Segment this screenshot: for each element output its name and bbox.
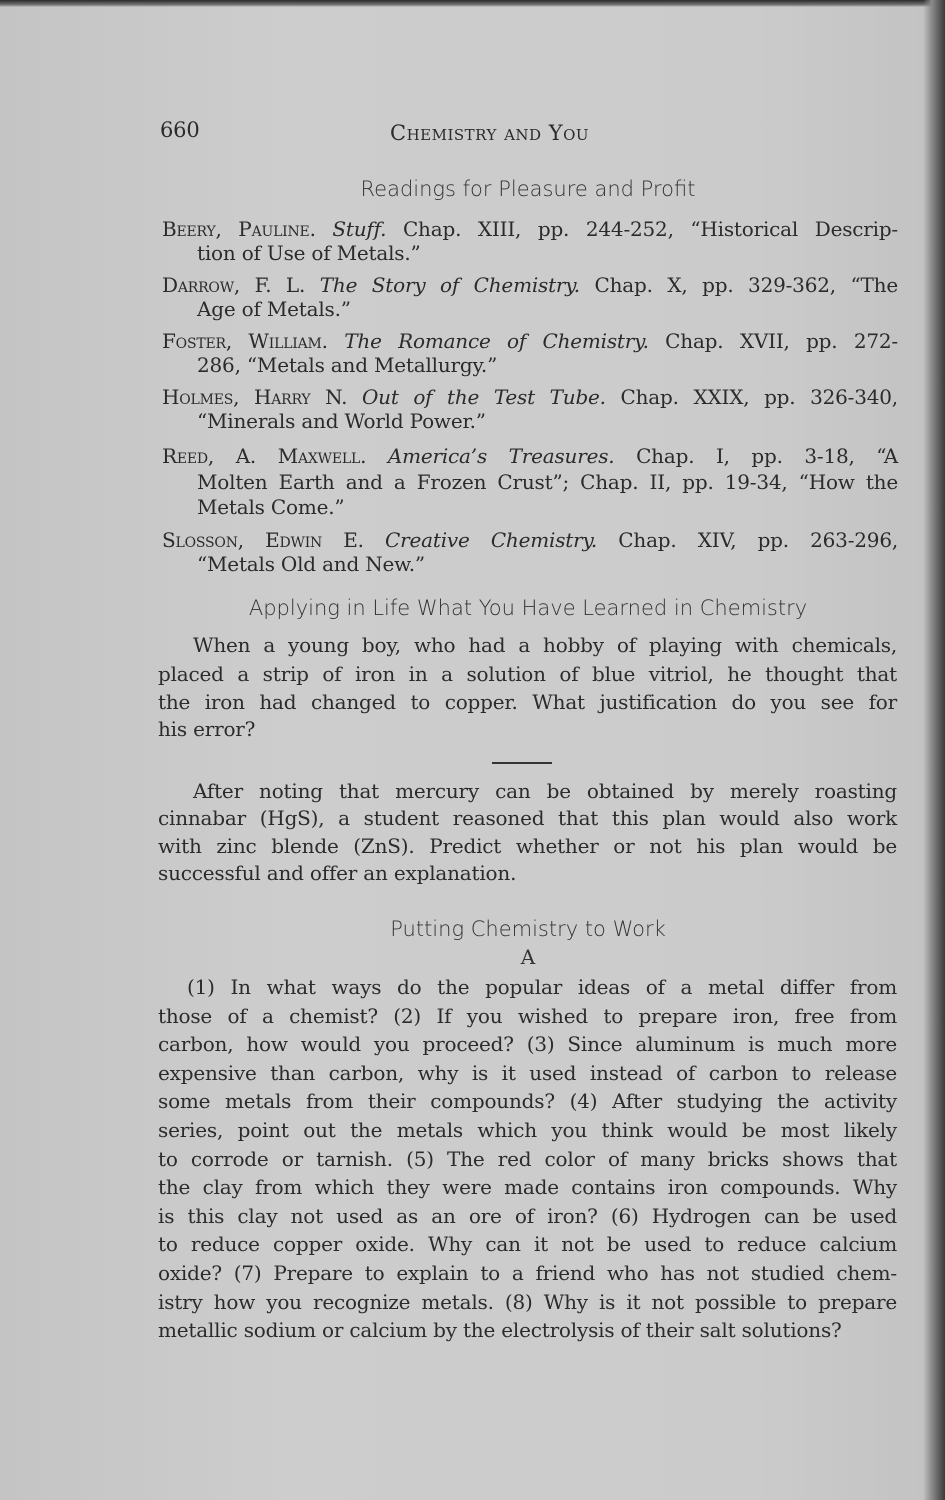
bib-title: The Romance of Chemistry. [344, 329, 649, 353]
text-line: istry how you recognize metals. (8) Why is it not possible to prepare [158, 1290, 897, 1314]
bib-entry-continuation: “Metals Old and New.” [197, 552, 425, 576]
text-line: placed a strip of iron in a solution of blue vitriol, he thought that [158, 662, 897, 686]
text-line: to corrode or tarnish. (5) The red color of many bricks shows that [158, 1147, 897, 1171]
bib-title: Stuff. [332, 217, 387, 241]
bib-entry-line [162, 217, 898, 241]
text-line: cinnabar (HgS), a student reasoned that this plan would also work [158, 806, 897, 830]
text-line: series, point out the metals which you think would be most likely [158, 1118, 897, 1142]
bib-details: Chap. I, pp. 3-18, “A [636, 444, 898, 468]
bib-author: Darrow, F. L. [162, 273, 306, 297]
bib-details: Chap. X, pp. 329-362, “The [594, 273, 898, 297]
text-line: the clay from which they were made contains iron compounds. Why [158, 1175, 897, 1199]
bib-entry-line [162, 329, 898, 353]
text-line: After noting that mercury can be obtained by merely roasting [193, 779, 897, 803]
page-top-edge [0, 0, 945, 7]
readings-heading: Readings for Pleasure and Profit [360, 177, 696, 201]
text-line: successful and offer an explanation. [158, 861, 517, 885]
putting-subheading: A [520, 945, 536, 969]
bib-details: Chap. XIII, pp. 244-252, “Historical Descrip- [402, 217, 898, 241]
text-line: expensive than carbon, why is it used instead of carbon to release [158, 1061, 897, 1085]
text-line: those of a chemist? (2) If you wished to prepare iron, free from [158, 1004, 897, 1028]
bib-details: Chap. XIV, pp. 263-296, [618, 528, 898, 552]
bib-entry-continuation: 286, “Metals and Metallurgy.” [197, 353, 498, 377]
text-line: with zinc blende (ZnS). Predict whether or not his plan would be [158, 834, 897, 858]
bib-details: Chap. XVII, pp. 272- [665, 329, 898, 353]
bib-entry-line [162, 273, 898, 297]
applying-heading: Applying in Life What You Have Learned in Chemistry [248, 596, 808, 620]
bib-details: Chap. XXIX, pp. 326-340, [620, 385, 898, 409]
bib-author: Foster, William. [162, 329, 328, 353]
text-line: carbon, how would you proceed? (3) Since aluminum is much more [158, 1032, 897, 1056]
bib-entry-line [162, 385, 898, 409]
text-line: is this clay not used as an ore of iron? (6) Hydrogen can be used [158, 1204, 897, 1228]
text-line: to reduce copper oxide. Why can it not be used to reduce calcium [158, 1232, 897, 1256]
bib-entry-continuation: Age of Metals.” [197, 297, 351, 321]
text-line: (1) In what ways do the popular ideas of a metal differ from [187, 975, 897, 999]
bib-title: Creative Chemistry. [385, 528, 598, 552]
bib-entry-line [162, 528, 898, 552]
bib-title: America’s Treasures. [387, 444, 615, 468]
bib-author: Holmes, Harry N. [162, 385, 348, 409]
bib-title: Out of the Test Tube. [361, 385, 606, 409]
text-line: some metals from their compounds? (4) After studying the activity [158, 1089, 897, 1113]
text-line: oxide? (7) Prepare to explain to a friend who has not studied chem- [158, 1261, 897, 1285]
text-line: the iron had changed to copper. What justification do you see for [158, 690, 897, 714]
text-line: his error? [158, 717, 256, 741]
bib-author: Slosson, Edwin E. [162, 528, 364, 552]
bib-entry-continuation: Metals Come.” [197, 495, 345, 519]
divider-rule [492, 762, 552, 764]
bib-entry-continuation: tion of Use of Metals.” [197, 241, 421, 265]
bib-entry-line [162, 444, 898, 468]
putting-heading: Putting Chemistry to Work [390, 917, 666, 941]
bib-author: Beery, Pauline. [162, 217, 316, 241]
text-line: metallic sodium or calcium by the electrolysis of their salt solutions? [158, 1318, 842, 1342]
page-right-edge [923, 0, 945, 1500]
page-number: 660 [160, 118, 200, 142]
bib-entry-continuation: “Minerals and World Power.” [197, 409, 486, 433]
bib-entry-continuation: Molten Earth and a Frozen Crust”; Chap. II, pp. 19-34, “How the [197, 470, 898, 494]
text-line: When a young boy, who had a hobby of playing with chemicals, [193, 633, 897, 657]
running-title: Chemistry and You [390, 121, 590, 145]
bib-title: The Story of Chemistry. [319, 273, 580, 297]
bib-author: Reed, A. Maxwell. [162, 444, 367, 468]
